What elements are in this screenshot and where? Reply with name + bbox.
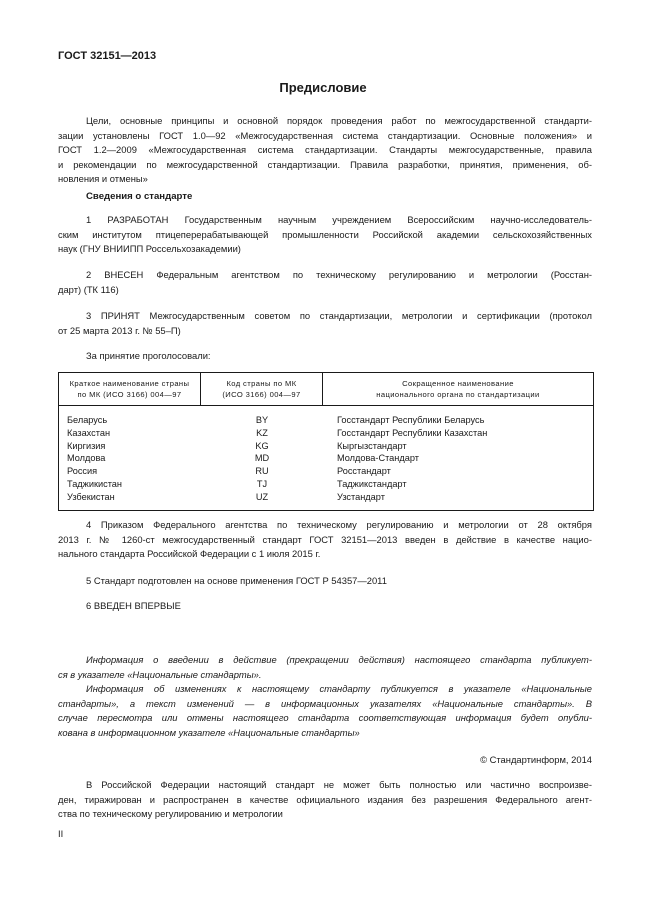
body-cell: Кыргызстандарт	[337, 440, 407, 451]
item-line: ским институтом птицеперерабатывающей промышленности Российской академии сельскохозяйственных	[58, 228, 592, 240]
publication-notice	[58, 653, 592, 741]
code-cell: KZ	[256, 427, 268, 438]
item-line: дарт) (ТК 116)	[58, 283, 119, 295]
header-line: национального органа по стандартизации	[376, 390, 540, 399]
item-4-order	[58, 518, 592, 562]
item-line: 2013 г. № 1260-ст межгосударственный стандарт ГОСТ 32151—2013 введен в действие в качестве нацио-	[58, 533, 592, 545]
table-header-code	[201, 373, 323, 405]
header-line: по МК (ИСО 3166) 004—97	[77, 390, 182, 399]
country-cell: Молдова	[67, 453, 106, 464]
item-2-introduced	[58, 268, 592, 297]
page-title: Предисловие	[279, 80, 367, 95]
intro-line: и рекомендации по межгосударственной стандартизации. Правила разработки, принятия, применения, об-	[58, 158, 592, 170]
intro-line: новления и отмены»	[58, 173, 148, 185]
header-line: Краткое наименование страны	[69, 379, 190, 388]
code-cell: UZ	[255, 491, 269, 502]
item-line: 4 Приказом Федерального агентства по техническому регулированию и метрологии от 28 октября	[86, 519, 592, 530]
table-header-country	[59, 373, 201, 405]
item-line: от 25 марта 2013 г. № 55–П)	[58, 324, 181, 336]
code-cell: MD	[254, 453, 270, 464]
item-line: 5 Стандарт подготовлен на основе применения ГОСТ Р 54357—2011	[86, 575, 387, 586]
body-cell: Молдова-Стандарт	[337, 453, 419, 464]
item-line: 2 ВНЕСЕН Федеральным агентством по техническому регулированию и метрологии (Росстан-	[86, 269, 592, 280]
notice-line: Информация о введении в действие (прекращении действия) настоящего стандарта публикует-	[86, 654, 592, 665]
header-line: Код страны по МК	[226, 379, 297, 388]
intro-line: ГОСТ 1.2—2009 «Межгосударственная система стандартизации. Стандарты межгосударственные, правила	[58, 144, 592, 156]
country-cell: Россия	[67, 466, 98, 477]
item-6-first-introduced	[58, 599, 592, 614]
reproduction-line: ства по техническому регулированию и метрологии	[58, 808, 283, 820]
body-cell: Росстандарт	[337, 466, 391, 477]
table-row	[59, 465, 593, 478]
item-1-developed	[58, 213, 592, 257]
table-body	[59, 406, 593, 510]
voted-label	[58, 349, 592, 364]
body-cell: Узстандарт	[337, 491, 385, 502]
table-row	[59, 427, 593, 440]
item-line: наук (ГНУ ВНИИПП Россельхозакадемии)	[58, 243, 241, 255]
body-cell: Госстандарт Республики Беларусь	[337, 415, 485, 425]
copyright-line: © Стандартинформ, 2014	[480, 754, 592, 765]
country-cell: Беларусь	[67, 415, 108, 425]
table-row	[59, 440, 593, 453]
body-cell: Таджикстандарт	[337, 478, 407, 489]
intro-line: Цели, основные принципы и основной порядок проведения работ по межгосударственной стандарти-	[86, 115, 592, 126]
header-line: Сокращенное наименование	[402, 379, 514, 388]
item-3-adopted	[58, 309, 592, 338]
notice-line: стандарты», а текст изменений — в информационных указателях «Национальные стандарты». В	[58, 697, 592, 709]
table-row	[59, 414, 593, 427]
item-line: 6 ВВЕДЕН ВПЕРВЫЕ	[86, 600, 181, 611]
code-cell: RU	[255, 466, 269, 477]
reproduction-line: ден, тиражирован и распространен в качестве официального издания без разрешения Федерального агент-	[58, 793, 592, 805]
header-line: (ИСО 3166) 004—97	[222, 390, 301, 399]
intro-line: зации установлены ГОСТ 1.0—92 «Межгосударственная система стандартизации. Основные положения» и	[58, 129, 592, 141]
item-line: нального стандарта Российской Федерации с 1 июля 2015 г.	[58, 548, 321, 560]
notice-line: случае пересмотра или отмены настоящего стандарта соответствующая информация будет опубли-	[58, 712, 592, 724]
table-row	[59, 452, 593, 465]
reproduction-line: В Российской Федерации настоящий стандарт не может быть полностью или частично воспроизве-	[86, 779, 592, 790]
item-5-basis	[58, 574, 592, 589]
notice-line: кована в информационном указателе «Национальные стандарты»	[58, 726, 360, 738]
voting-countries-table	[58, 372, 594, 511]
document-code: ГОСТ 32151—2013	[58, 50, 157, 62]
country-cell: Узбекистан	[67, 491, 115, 502]
reproduction-notice	[58, 778, 592, 822]
country-cell: Казахстан	[67, 427, 111, 438]
section-heading-info: Сведения о стандарте	[86, 191, 193, 202]
body-cell: Госстандарт Республики Казахстан	[337, 427, 488, 438]
table-header-row	[59, 373, 593, 406]
code-cell: KG	[255, 440, 269, 451]
code-cell: BY	[255, 415, 269, 425]
table-row	[59, 478, 593, 491]
page-number: II	[58, 828, 64, 839]
item-line: 1 РАЗРАБОТАН Государственным научным учреждением Всероссийским научно-исследователь-	[86, 214, 592, 225]
item-line: 3 ПРИНЯТ Межгосударственным советом по стандартизации, метрологии и сертификации (протокол	[86, 310, 592, 321]
country-cell: Киргизия	[67, 440, 106, 451]
code-cell: TJ	[256, 478, 268, 489]
notice-line: ся в указателе «Национальные стандарты».	[58, 668, 262, 680]
table-header-body	[323, 373, 593, 405]
intro-paragraph	[58, 114, 592, 187]
country-cell: Таджикистан	[67, 478, 122, 489]
voted-label-text: За принятие проголосовали:	[86, 350, 211, 361]
notice-line: Информация об изменениях к настоящему стандарту публикуется в указателе «Национальные	[86, 683, 592, 695]
table-row	[59, 491, 593, 504]
